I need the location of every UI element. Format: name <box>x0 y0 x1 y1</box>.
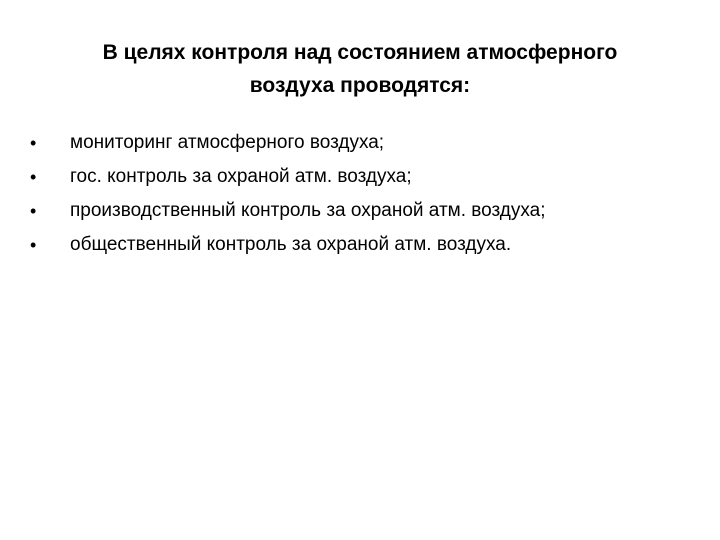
list-item <box>30 166 700 200</box>
list-item <box>30 200 700 234</box>
list-item-text: производственный контроль за охраной атм. воздуха; <box>70 200 546 221</box>
bullet-list <box>30 132 700 268</box>
bullet-icon: • <box>30 201 37 221</box>
slide-title <box>40 36 680 102</box>
list-item <box>30 132 700 166</box>
list-item-text: мониторинг атмосферного воздуха; <box>70 132 385 153</box>
slide-title-line-1: В целях контроля над состоянием атмосферного <box>102 41 618 64</box>
bullet-icon: • <box>30 133 37 153</box>
list-item-text: гос. контроль за охраной атм. воздуха; <box>70 166 412 187</box>
slide-title-line-2: воздуха проводятся: <box>249 74 471 97</box>
bullet-icon: • <box>30 167 37 187</box>
list-item-text: общественный контроль за охраной атм. воздуха. <box>70 234 512 255</box>
list-item <box>30 234 700 268</box>
bullet-icon: • <box>30 235 37 255</box>
